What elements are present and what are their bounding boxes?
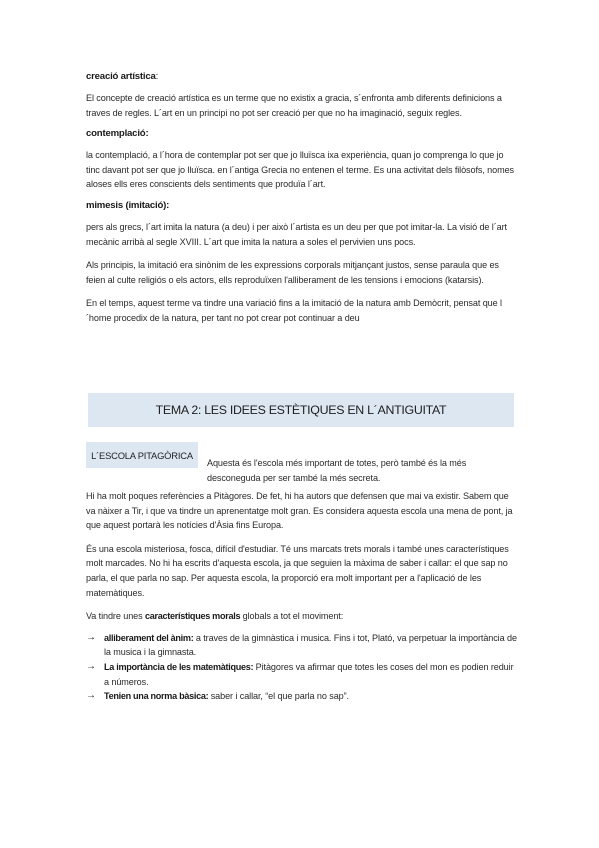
paragraph-mimesis-2: Als principis, la imitació era sinònim de les expressions corporals mitjançant justos, sense paraula que es feien al culte religiós o els actors, ells reproduïxen l'alliberament de les tensions i emocions (katarsis). [86,260,499,285]
heading-mimesis: mimesis (imitació): [86,199,170,211]
list-item [86,660,518,689]
arrow-right-icon: → [86,660,96,672]
paragraph-pitagores-references: Hi ha molt poques referències a Pitàgores. De fet, hi ha autors que defensen que mai va existir. Sabem que va nàixer a Tir, i que va tindre un aprenentatge molt gran. Es considera aquesta escola una mena de pont, ja que aquest portarà les notícies d'Àsia fins Europa. [86,491,513,531]
list-item-term: Tenien una norma bàsica: [104,691,209,702]
intro-sections [86,70,516,326]
list-item-text: Pitàgores va afirmar que totes les coses del mon es podien reduir a números. [104,661,514,687]
escola-title-box [86,442,198,468]
tema-title-banner [88,393,514,427]
heading-creacio-artistica: creació artística: [86,71,159,82]
list-item-term: La importància de les matemàtiques: [104,661,254,672]
list-item-term: alliberament del ànim: [104,632,194,643]
paragraph-escola-misteriosa: És una escola misteriosa, fosca, difícil d'estudiar. Té uns marcats trets morals i també unes característiques molt marcades. No hi ha escrits d'aquesta escola, ja que seguien la màxima de saber i callar: el que sap no parla, el que parla no sap. Per aquesta escola, la proporció era molt important per a l'aplicació de les matemàtiques. [86,543,509,598]
list-item [86,631,518,660]
paragraph-mimesis-1: pers als grecs, l´art imita la natura (a deu) i per això l´artista es un deu per que pot imitar-la. La visió de l´art mecànic arribà al segle XVIII. L´art que imita la natura a soles el pervivien uns pocs. [86,221,507,247]
escola-body [86,489,518,704]
caracteristiques-morals-bold: característiques morals [145,611,241,622]
arrow-right-icon: → [86,631,96,643]
caracteristiques-list [86,631,518,704]
paragraph-creacio: El concepte de creació artística es un terme que no existix a gracia, s´enfronta amb diferents definicions a traves de regles. L´art en un principi no pot ser creació per que no ha imaginació, seguix regles. [86,93,502,118]
list-item [86,689,518,704]
tema-title: TEMA 2: LES IDEES ESTÈTIQUES EN L´ANTIGUITAT [155,403,447,417]
escola-title: L´ESCOLA PITAGÒRICA [91,449,193,461]
list-item-text: a traves de la gimnàstica i musica. Fins i tot, Plató, va perpetuar la importància de la musica i la gimnasta. [104,632,517,658]
list-item-text: saber i callar, “el que parla no sap”. [208,691,349,702]
paragraph-caracteristiques-intro: Va tindre unes característiques morals globals a tot el moviment: [86,611,344,622]
heading-contemplacio: contemplació: [86,128,149,140]
escola-intro-paragraph: Aquesta és l'escola més important de totes, però també és la més desconeguda per ser també la més secreta. [207,458,467,483]
paragraph-contemplacio: la contemplació, a l´hora de contemplar pot ser que jo lluïsca ixa experiència, quan jo comprenga lo que jo tinc davant pot ser que jo lluïsca. en l´antiga Grecia no entenen el terme. Es una activitat dels filòsofs, nomes aloses ells eres conscients dels sentiments que produïa l´art. [86,150,514,190]
paragraph-mimesis-3: En el temps, aquest terme va tindre una variació fins a la imitació de la natura amb Demòcrit, pensat que l´home procedix de la natura, per tant no pot crear pot continuar a deu [86,298,502,323]
escola-intro-text-block [207,456,517,485]
arrow-right-icon: → [86,690,96,702]
